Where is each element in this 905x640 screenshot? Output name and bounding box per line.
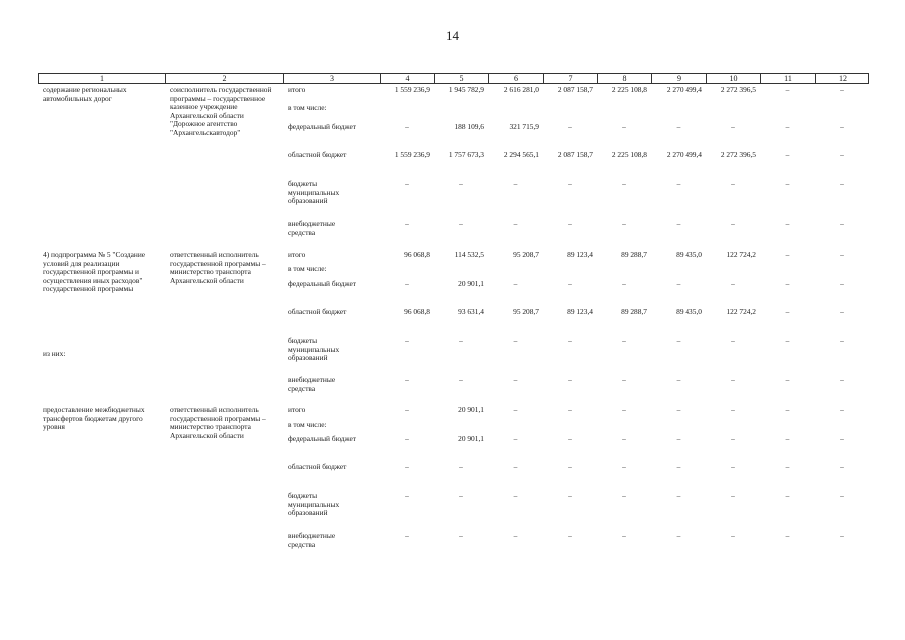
- value-cell: –: [568, 219, 572, 228]
- value-cell: –: [785, 405, 790, 414]
- value-cell: –: [676, 336, 681, 345]
- column-number-4: 4: [381, 74, 435, 83]
- value-cell: –: [840, 279, 844, 288]
- value-cell: –: [840, 491, 844, 500]
- value-cell: 89 435,0: [676, 250, 702, 259]
- value-cell: –: [840, 375, 844, 384]
- value-cell: –: [731, 531, 735, 540]
- value-cell: 2 294 565,1: [503, 150, 539, 159]
- row-label: бюджеты муниципальных образований: [288, 336, 340, 363]
- row-label: в том числе:: [288, 264, 327, 273]
- value-cell: –: [459, 531, 463, 540]
- value-cell: –: [622, 336, 626, 345]
- column-number-header-row: [38, 73, 869, 84]
- value-cell: –: [785, 150, 790, 159]
- column-number-3: 3: [284, 74, 381, 83]
- column-number-9: 9: [652, 74, 707, 83]
- value-cell: –: [785, 85, 790, 94]
- value-cell: –: [568, 462, 572, 471]
- value-cell: –: [622, 219, 626, 228]
- value-cell: 95 208,7: [513, 307, 539, 316]
- row-label: федеральный бюджет: [288, 122, 357, 131]
- row-label: в том числе:: [288, 103, 327, 112]
- value-cell: –: [731, 179, 735, 188]
- value-cell: 20 901,1: [458, 405, 484, 414]
- value-cell: –: [676, 531, 681, 540]
- value-cell: –: [840, 336, 844, 345]
- value-cell: –: [676, 122, 681, 131]
- value-cell: –: [513, 375, 518, 384]
- value-cell: –: [622, 434, 626, 443]
- value-cell: 2 272 396,5: [720, 150, 756, 159]
- value-cell: –: [785, 375, 790, 384]
- column-number-12: 12: [839, 74, 847, 83]
- value-cell: 2 272 396,5: [720, 85, 756, 94]
- value-cell: –: [731, 279, 735, 288]
- value-cell: –: [405, 336, 409, 345]
- value-cell: 96 068,8: [404, 307, 430, 316]
- block-3-name: предоставление межбюджетных трансфертов бюджетам другого уровня: [43, 405, 145, 432]
- value-cell: –: [513, 491, 518, 500]
- value-cell: –: [731, 491, 735, 500]
- column-number-7: 7: [544, 74, 598, 83]
- value-cell: –: [513, 336, 518, 345]
- value-cell: 89 123,4: [567, 250, 593, 259]
- value-cell: –: [459, 375, 463, 384]
- value-cell: 1 757 673,3: [448, 150, 484, 159]
- row-label: в том числе:: [288, 420, 327, 429]
- value-cell: –: [459, 462, 463, 471]
- value-cell: –: [676, 219, 681, 228]
- block-1-name: содержание региональных автомобильных дорог: [43, 85, 127, 103]
- value-cell: –: [622, 462, 626, 471]
- value-cell: –: [840, 434, 844, 443]
- value-cell: 95 208,7: [513, 250, 539, 259]
- value-cell: –: [405, 531, 409, 540]
- block-2-name-extra: из них:: [43, 349, 66, 358]
- value-cell: –: [513, 462, 518, 471]
- value-cell: –: [622, 122, 626, 131]
- value-cell: –: [785, 122, 790, 131]
- value-cell: –: [622, 405, 626, 414]
- value-cell: –: [785, 491, 790, 500]
- value-cell: 2 225 108,8: [611, 150, 647, 159]
- value-cell: 89 123,4: [567, 307, 593, 316]
- value-cell: –: [731, 336, 735, 345]
- value-cell: –: [840, 150, 844, 159]
- value-cell: 89 435,0: [676, 307, 702, 316]
- value-cell: –: [785, 250, 790, 259]
- value-cell: –: [405, 491, 409, 500]
- value-cell: 1 945 782,9: [448, 85, 484, 94]
- value-cell: –: [731, 462, 735, 471]
- value-cell: –: [568, 434, 572, 443]
- value-cell: –: [459, 491, 463, 500]
- column-number-11: 11: [761, 74, 816, 83]
- value-cell: –: [840, 219, 844, 228]
- value-cell: –: [731, 219, 735, 228]
- value-cell: –: [405, 375, 409, 384]
- value-cell: 1 559 236,9: [394, 85, 430, 94]
- value-cell: –: [459, 336, 463, 345]
- value-cell: –: [785, 219, 790, 228]
- row-label: областной бюджет: [288, 462, 347, 471]
- value-cell: –: [676, 375, 681, 384]
- row-label: федеральный бюджет: [288, 279, 357, 288]
- value-cell: –: [785, 531, 790, 540]
- value-cell: –: [513, 405, 518, 414]
- value-cell: 20 901,1: [458, 279, 484, 288]
- value-cell: –: [405, 434, 409, 443]
- value-cell: –: [785, 434, 790, 443]
- value-cell: –: [622, 279, 626, 288]
- value-cell: 188 109,6: [454, 122, 484, 131]
- value-cell: –: [568, 122, 572, 131]
- value-cell: –: [785, 336, 790, 345]
- value-cell: –: [840, 462, 844, 471]
- row-label: итого: [288, 250, 306, 259]
- value-cell: –: [676, 491, 681, 500]
- value-cell: –: [785, 179, 790, 188]
- row-label: федеральный бюджет: [288, 434, 357, 443]
- column-number-5: 5: [435, 74, 489, 83]
- block-2-name: 4) подпрограмма № 5 "Создание условий для реализации государственной программы и осуществления иных расходов" государственной программы: [43, 250, 146, 294]
- value-cell: –: [731, 375, 735, 384]
- value-cell: –: [568, 336, 572, 345]
- value-cell: –: [405, 405, 409, 414]
- value-cell: –: [622, 531, 626, 540]
- value-cell: 2 225 108,8: [611, 85, 647, 94]
- value-cell: 93 631,4: [458, 307, 484, 316]
- value-cell: –: [622, 375, 626, 384]
- value-cell: 114 532,5: [454, 250, 484, 259]
- value-cell: –: [622, 491, 626, 500]
- value-cell: 20 901,1: [458, 434, 484, 443]
- value-cell: –: [568, 491, 572, 500]
- value-cell: –: [405, 179, 409, 188]
- value-cell: –: [513, 179, 518, 188]
- value-cell: –: [731, 434, 735, 443]
- value-cell: –: [459, 219, 463, 228]
- value-cell: –: [513, 219, 518, 228]
- value-cell: –: [405, 122, 409, 131]
- value-cell: –: [622, 179, 626, 188]
- block-2-executor: ответственный исполнитель государственной программы – министерство транспорта Архангельской области: [170, 250, 266, 285]
- value-cell: 2 087 158,7: [557, 85, 593, 94]
- value-cell: –: [785, 279, 790, 288]
- row-label: бюджеты муниципальных образований: [288, 491, 340, 518]
- value-cell: 2 270 499,4: [666, 85, 702, 94]
- value-cell: –: [840, 122, 844, 131]
- value-cell: 2 270 499,4: [666, 150, 702, 159]
- row-label: областной бюджет: [288, 307, 347, 316]
- value-cell: 1 559 236,9: [394, 150, 430, 159]
- value-cell: –: [568, 375, 572, 384]
- value-cell: –: [676, 279, 681, 288]
- page-number: 14: [446, 28, 459, 43]
- value-cell: –: [785, 307, 790, 316]
- row-label: итого: [288, 85, 306, 94]
- value-cell: –: [676, 179, 681, 188]
- value-cell: –: [405, 462, 409, 471]
- row-label: итого: [288, 405, 306, 414]
- value-cell: –: [405, 219, 409, 228]
- row-label: внебюджетные средства: [288, 375, 336, 393]
- value-cell: –: [568, 405, 572, 414]
- value-cell: –: [676, 434, 681, 443]
- value-cell: –: [513, 531, 518, 540]
- value-cell: –: [731, 122, 735, 131]
- value-cell: –: [568, 179, 572, 188]
- value-cell: –: [840, 307, 844, 316]
- value-cell: –: [676, 405, 681, 414]
- value-cell: –: [731, 405, 735, 414]
- value-cell: –: [568, 279, 572, 288]
- value-cell: –: [513, 434, 518, 443]
- value-cell: –: [840, 405, 844, 414]
- column-number-8: 8: [598, 74, 652, 83]
- row-label: внебюджетные средства: [288, 219, 336, 237]
- value-cell: 2 087 158,7: [557, 150, 593, 159]
- column-number-10: 10: [707, 74, 761, 83]
- value-cell: 89 288,7: [621, 307, 647, 316]
- value-cell: –: [459, 179, 463, 188]
- value-cell: –: [676, 462, 681, 471]
- block-3-executor: ответственный исполнитель государственной программы – министерство транспорта Архангельской области: [170, 405, 266, 440]
- value-cell: –: [568, 531, 572, 540]
- value-cell: 122 724,2: [726, 307, 756, 316]
- column-number-1: 1: [39, 74, 166, 83]
- value-cell: –: [405, 279, 409, 288]
- value-cell: 122 724,2: [726, 250, 756, 259]
- value-cell: 89 288,7: [621, 250, 647, 259]
- row-label: бюджеты муниципальных образований: [288, 179, 340, 206]
- value-cell: –: [513, 279, 518, 288]
- column-number-6: 6: [489, 74, 544, 83]
- value-cell: –: [840, 179, 844, 188]
- value-cell: –: [840, 250, 844, 259]
- value-cell: 321 715,9: [509, 122, 539, 131]
- value-cell: 96 068,8: [404, 250, 430, 259]
- block-1-executor: соисполнитель государственной программы – государственное казенное учреждение Архангельской области "Дорожное агентство "Архангельскавтодор": [170, 85, 272, 137]
- value-cell: –: [840, 531, 844, 540]
- value-cell: –: [785, 462, 790, 471]
- value-cell: –: [840, 85, 844, 94]
- row-label: областной бюджет: [288, 150, 347, 159]
- row-label: внебюджетные средства: [288, 531, 336, 549]
- column-number-2: 2: [166, 74, 284, 83]
- value-cell: 2 616 281,0: [503, 85, 539, 94]
